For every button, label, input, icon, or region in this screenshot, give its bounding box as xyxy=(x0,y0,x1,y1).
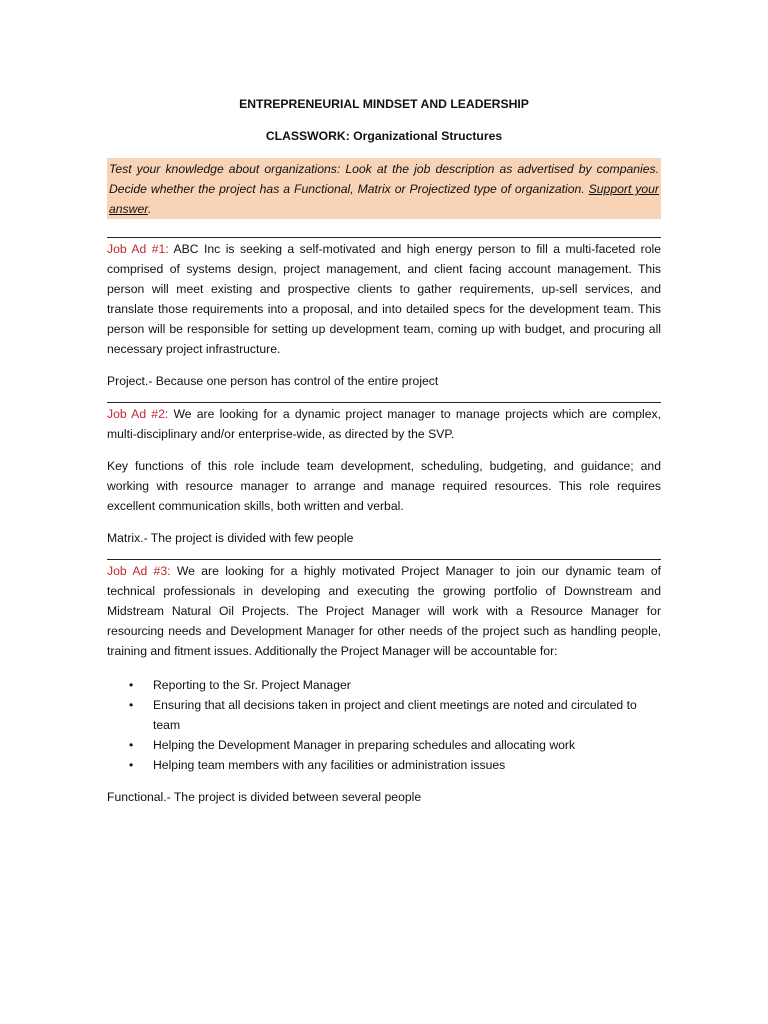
instruction-text: Test your knowledge about organizations: Look at the job description as advertised by companies. Decide whether the project has a Functional, Matrix or Projectized type of organization. xyxy=(109,162,659,196)
job-ad-1-text: ABC Inc is seeking a self-motivated and high energy person to fill a multi-faceted role comprised of systems design, project management, and client facing account management. This person will meet existing and prospective clients to gather requirements, up-sell services, and translate those requirements into a proposal, and into detailed specs for the development team. This person will be responsible for setting up development team, coming up with budget, and procuring all necessary project infrastructure. xyxy=(107,242,661,356)
bullet-icon: • xyxy=(129,698,134,712)
job-ad-2-text: We are looking for a dynamic project manager to manage projects which are complex, multi-disciplinary and/or enterprise-wide, as directed by the SVP. xyxy=(107,407,661,441)
list-item xyxy=(107,695,661,735)
job-ad-2 xyxy=(107,404,661,548)
document-content xyxy=(107,94,661,807)
list-item-text: Helping the Development Manager in preparing schedules and allocating work xyxy=(153,738,576,752)
bullet-icon: • xyxy=(129,758,134,772)
job-ad-1 xyxy=(107,239,661,391)
list-item xyxy=(107,675,661,695)
section-divider xyxy=(107,559,661,560)
bullet-icon: • xyxy=(129,738,134,752)
instruction-end: . xyxy=(147,202,152,216)
list-item xyxy=(107,735,661,755)
job-ad-3-answer: Functional.- The project is divided between several people xyxy=(107,790,422,804)
job-ad-3 xyxy=(107,561,661,807)
section-divider xyxy=(107,402,661,403)
instruction-box xyxy=(107,158,661,219)
document-subtitle: CLASSWORK: Organizational Structures xyxy=(265,129,503,143)
instruction-support-text: Support your answer xyxy=(109,182,659,216)
job-ad-3-label: Job Ad #3: xyxy=(107,564,171,578)
section-divider xyxy=(107,237,661,238)
job-ad-3-responsibilities-list xyxy=(107,675,661,775)
job-ad-3-text: We are looking for a highly motivated Project Manager to join our dynamic team of technical professionals in developing and executing the growing portfolio of Downstream and Midstream Natural Oil Projects. The Project Manager will work with a Resource Manager for resourcing needs and Development Manager for other needs of the project such as handling people, training and fitment issues. Additionally the Project Manager will be accountable for: xyxy=(107,564,661,658)
list-item xyxy=(107,755,661,775)
job-ad-2-paragraph-1 xyxy=(107,404,661,444)
job-ad-1-label: Job Ad #1: xyxy=(107,242,169,256)
job-ad-3-paragraph xyxy=(107,561,661,661)
bullet-icon: • xyxy=(129,678,134,692)
list-item-text: Reporting to the Sr. Project Manager xyxy=(153,678,351,692)
list-item-text: Ensuring that all decisions taken in project and client meetings are noted and circulated to team xyxy=(153,698,637,732)
job-ad-2-answer: Matrix.- The project is divided with few people xyxy=(107,531,354,545)
job-ad-1-paragraph xyxy=(107,239,661,359)
job-ad-1-answer: Project.- Because one person has control of the entire project xyxy=(107,374,439,388)
document-title: ENTREPRENEURIAL MINDSET AND LEADERSHIP xyxy=(239,97,529,111)
job-ad-2-label: Job Ad #2: xyxy=(107,407,169,421)
list-item-text: Helping team members with any facilities or administration issues xyxy=(153,758,506,772)
job-ad-2-paragraph-2: Key functions of this role include team development, scheduling, budgeting, and guidance; and working with resource manager to arrange and manage required resources. This role requires excellent communication skills, both written and verbal. xyxy=(107,459,661,513)
